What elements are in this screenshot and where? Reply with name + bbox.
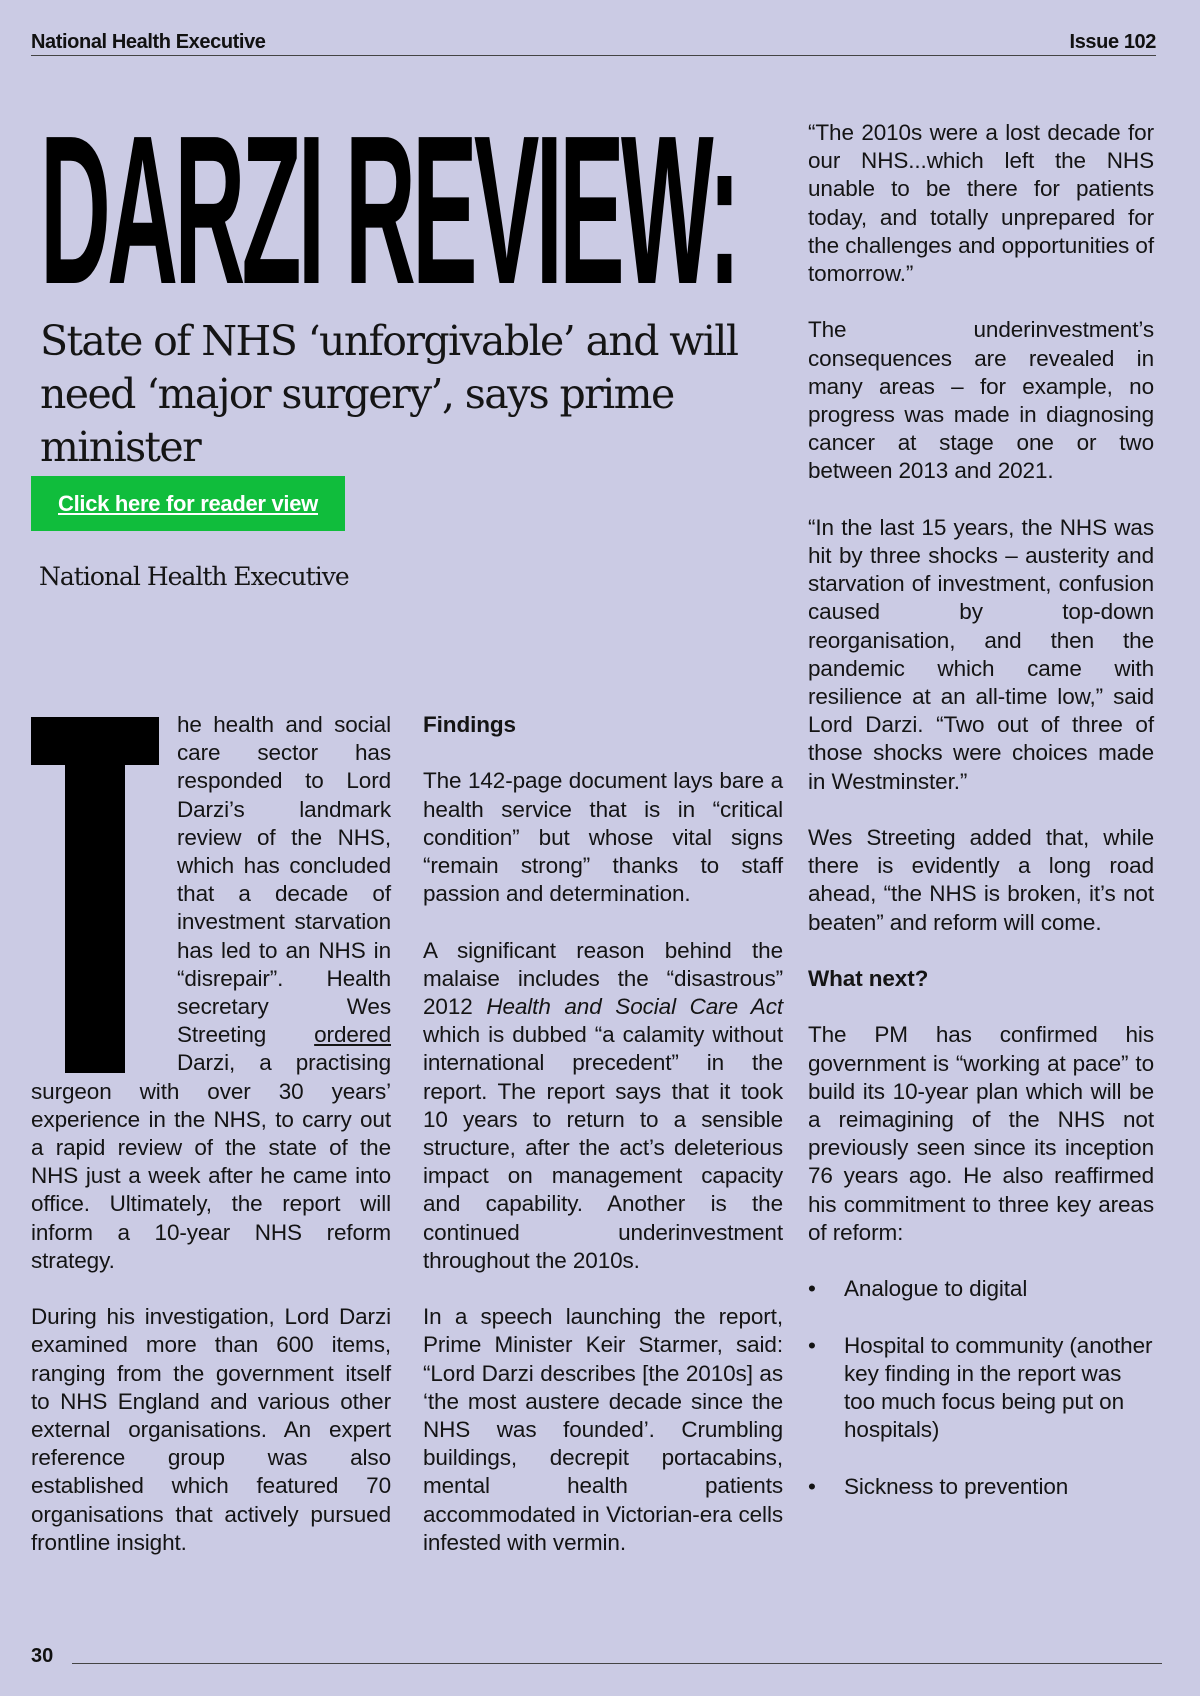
intro-text: he health and social care sector has responded to Lord Darzi’s landmark review of the NHS, which has concluded that a decade of investment starvation has led to an NHS in “disrepair”. Health secretary Wes Streeting — [177, 712, 391, 1048]
ordered-link[interactable]: ordered — [314, 1022, 391, 1048]
list-item: • Hospital to community (another key finding in the report was too much focus being put on hospitals) — [808, 1332, 1154, 1445]
article-subheadline: State of NHS ‘unforgivable’ and will need ‘major surgery’, says prime minister — [40, 317, 738, 471]
page-number: 30 — [31, 1645, 54, 1667]
findings-heading: Findings — [423, 712, 516, 737]
paragraph: The PM has confirmed his government is “working at pace” to build its 10-year plan which will be a reimagining of the NHS not previously seen since its inception 76 years ago. He also reaffirmed his commitment to three key areas of reform: — [808, 1022, 1154, 1245]
paragraph: Wes Streeting added that, while there is evidently a long road ahead, “the NHS is broken, it’s not beaten” and reform will come. — [808, 825, 1154, 935]
paragraph: The 142-page document lays bare a health service that is in “critical condition” but whose vital signs “remain strong” thanks to staff passion and determination. — [423, 768, 783, 907]
quote-paragraph: “The 2010s were a lost decade for our NHS...which left the NHS unable to be there for patients today, and totally unprepared for the challenges and opportunities of tomorrow.” — [808, 120, 1154, 287]
what-next-heading: What next? — [808, 966, 929, 992]
paragraph: A significant reason behind the malaise includes the “disastrous” 2012 Health and Social Care Act which is dubbed “a calamity without international precedent” in the report. The report says that it took 10 years to return to a sensible structure, after the act’s deleterious impact on management capacity and capability. Another is the continued underinvestment throughout the 2010s. — [423, 937, 783, 1273]
intro-text-continued: Darzi, a practising surgeon with over 30 years’ experience in the NHS, to carry out a rapid review of the state of the NHS just a week after he came into office. Ultimately, the report will inform a 10-year NHS reform strategy. — [31, 1050, 391, 1273]
intro-paragraph — [31, 711, 391, 1275]
publisher-name: National Health Executive — [39, 562, 349, 591]
quote-paragraph: “In the last 15 years, the NHS was hit by three shocks – austerity and starvation of investment, confusion caused by top-down reorganisation, and then the pandemic which came with resilience at an all-time low,” said Lord Darzi. “Two out of three of those shocks were choices made in Westminster.” — [808, 514, 1154, 794]
column-1 — [31, 711, 391, 1585]
column-3 — [808, 119, 1154, 1529]
page-header — [31, 28, 1156, 56]
drop-cap-t — [31, 717, 159, 1073]
reform-areas-list — [808, 1275, 1154, 1501]
list-item: • Sickness to prevention — [808, 1473, 1154, 1501]
issue-number: Issue 102 — [1069, 31, 1156, 53]
paragraph: During his investigation, Lord Darzi examined more than 600 items, ranging from the government itself to NHS England and various other external organisations. An expert reference group was also established which featured 70 organisations that actively pursued frontline insight. — [31, 1304, 391, 1555]
publication-name: National Health Executive — [31, 31, 266, 53]
footer-divider — [72, 1663, 1162, 1664]
paragraph: The underinvestment’s consequences are revealed in many areas – for example, no progress was made in diagnosing cancer at stage one or two between 2013 and 2021. — [808, 317, 1154, 484]
article-headline: DARZI REVIEW: — [40, 91, 738, 328]
paragraph: In a speech launching the report, Prime Minister Keir Starmer, said: “Lord Darzi describes [the 2010s] as ‘the most austere decade since the NHS was founded’. Crumbling buildings, decrepit portacabins, mental health patients accommodated in Victorian-era cells infested with vermin. — [423, 1304, 783, 1555]
list-item: • Analogue to digital — [808, 1275, 1154, 1303]
act-title: Health and Social Care Act — [486, 994, 783, 1019]
reader-view-button[interactable]: Click here for reader view — [31, 476, 345, 531]
column-2 — [423, 711, 783, 1585]
